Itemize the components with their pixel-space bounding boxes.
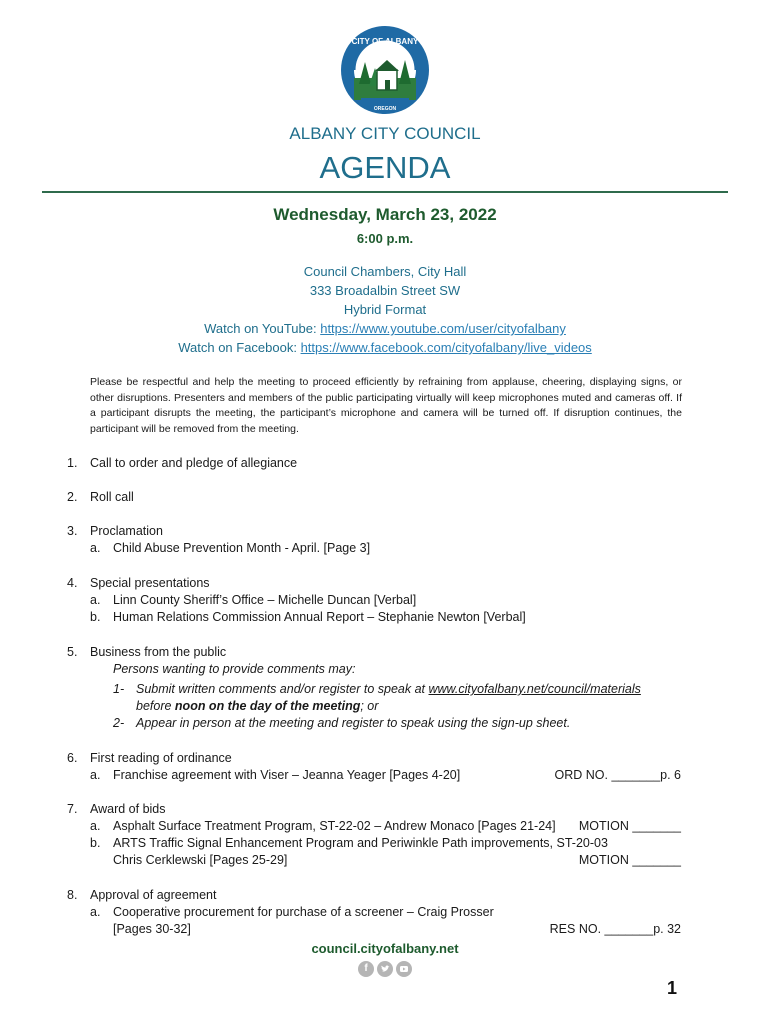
item-title: Award of bids bbox=[90, 802, 166, 816]
item-title: First reading of ordinance bbox=[90, 751, 232, 765]
option-number: 1- bbox=[113, 682, 125, 696]
motion-blank: MOTION _______ bbox=[578, 819, 681, 833]
item-number: 5. bbox=[67, 645, 78, 659]
ordinance-number-blank: ORD NO. _______p. 6 bbox=[554, 768, 681, 782]
logo-text-bottom: OREGON bbox=[373, 106, 397, 112]
option-2-text: Appear in person at the meeting and register to speak using the sign-up sheet. bbox=[136, 716, 571, 730]
meeting-time: 6:00 p.m. bbox=[356, 231, 414, 246]
sub-item: Human Relations Commission Annual Report – Stephanie Newton [Verbal] bbox=[113, 610, 526, 624]
item-number: 8. bbox=[67, 888, 78, 902]
sub-letter: a. bbox=[90, 768, 101, 782]
page-number: 1 bbox=[667, 978, 678, 998]
meeting-location: Council Chambers, City Hall bbox=[303, 264, 467, 279]
item-number: 4. bbox=[67, 576, 78, 590]
logo-text-top: CITY OF ALBANY bbox=[351, 37, 419, 46]
item-number: 6. bbox=[67, 751, 78, 765]
sub-letter: a. bbox=[90, 593, 101, 607]
item-title: Roll call bbox=[90, 490, 134, 504]
sub-item-continued: Chris Cerklewski [Pages 25-29] bbox=[113, 853, 288, 867]
sub-item-continued: [Pages 30-32] bbox=[113, 922, 191, 936]
comments-intro: Persons wanting to provide comments may: bbox=[113, 662, 356, 676]
sub-item: Child Abuse Prevention Month - April. [Page 3] bbox=[113, 541, 371, 555]
sub-item: ARTS Traffic Signal Enhancement Program and Periwinkle Path improvements, ST-20-03 bbox=[113, 836, 608, 850]
city-of-albany-logo bbox=[339, 24, 431, 124]
meeting-format: Hybrid Format bbox=[343, 302, 427, 317]
sub-letter: b. bbox=[90, 836, 101, 850]
twitter-icon[interactable] bbox=[377, 961, 393, 977]
sub-letter: a. bbox=[90, 541, 101, 555]
item-title: Special presentations bbox=[90, 576, 210, 590]
item-number: 3. bbox=[67, 524, 78, 538]
facebook-line bbox=[0, 340, 770, 355]
sub-item: Franchise agreement with Viser – Jeanna Yeager [Pages 4-20] bbox=[113, 768, 461, 782]
option-1-text bbox=[136, 682, 641, 696]
youtube-icon[interactable] bbox=[396, 961, 412, 977]
facebook-label: Watch on Facebook: bbox=[178, 340, 301, 355]
item-title: Business from the public bbox=[90, 645, 227, 659]
youtube-line bbox=[0, 321, 770, 336]
deadline-prefix: before bbox=[136, 699, 175, 713]
item-number: 7. bbox=[67, 802, 78, 816]
materials-link[interactable]: www.cityofalbany.net/council/materials bbox=[428, 682, 641, 696]
sub-item: Linn County Sheriff’s Office – Michelle Duncan [Verbal] bbox=[113, 593, 417, 607]
meeting-address: 333 Broadalbin Street SW bbox=[309, 283, 461, 298]
item-title: Call to order and pledge of allegiance bbox=[90, 456, 298, 470]
sub-letter: a. bbox=[90, 905, 101, 919]
motion-blank: MOTION _______ bbox=[578, 853, 681, 867]
option-1-label: Submit written comments and/or register to speak at bbox=[136, 682, 429, 696]
header-divider bbox=[42, 191, 728, 193]
meeting-date: Wednesday, March 23, 2022 bbox=[273, 205, 497, 224]
item-number: 2. bbox=[67, 490, 78, 504]
conduct-notice: Please be respectful and help the meeting to proceed efficiently by refraining from applause, cheering, displaying signs, or other disruptions. Presenters and members of the public participating virtually will keep microphones muted and cameras off. If a participant disrupts the meeting, the participant’s microphone and camera will be turned off. If disruption continues, the participant will be removed from the meeting. bbox=[90, 376, 682, 435]
sub-letter: a. bbox=[90, 819, 101, 833]
option-number: 2- bbox=[113, 716, 125, 730]
facebook-icon[interactable]: f bbox=[358, 961, 374, 977]
sub-letter: b. bbox=[90, 610, 101, 624]
footer-url[interactable]: council.cityofalbany.net bbox=[311, 941, 459, 956]
deadline-time: noon on the day of the meeting bbox=[174, 699, 361, 713]
option-1-deadline bbox=[136, 699, 378, 713]
youtube-link[interactable]: https://www.youtube.com/user/cityofalbany bbox=[320, 321, 566, 336]
sub-item: Cooperative procurement for purchase of a screener – Craig Prosser bbox=[113, 905, 494, 919]
item-title: Proclamation bbox=[90, 524, 163, 538]
sub-item: Asphalt Surface Treatment Program, ST-22-02 – Andrew Monaco [Pages 21-24] bbox=[113, 819, 556, 833]
council-name: ALBANY CITY COUNCIL bbox=[289, 124, 481, 143]
page-title: AGENDA bbox=[319, 150, 451, 185]
youtube-label: Watch on YouTube: bbox=[204, 321, 321, 336]
facebook-link[interactable]: https://www.facebook.com/cityofalbany/live_videos bbox=[300, 340, 592, 355]
resolution-number-blank: RES NO. _______p. 32 bbox=[549, 922, 681, 936]
item-number: 1. bbox=[67, 456, 78, 470]
item-title: Approval of agreement bbox=[90, 888, 217, 902]
deadline-suffix: ; or bbox=[360, 699, 379, 713]
